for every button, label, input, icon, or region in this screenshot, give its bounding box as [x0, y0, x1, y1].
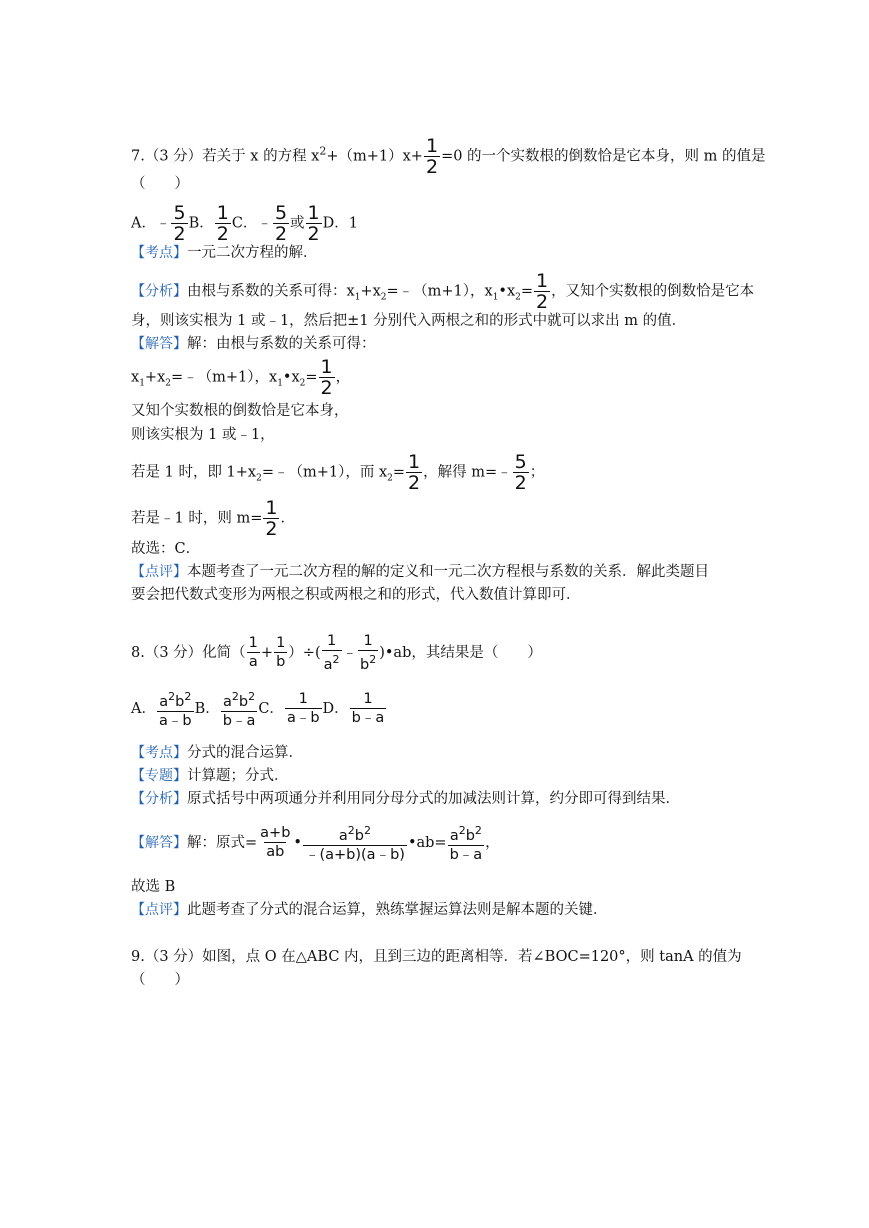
- q7-solution-line4: 若是 1 时，即 $1+x_2=﹣(m+1)$，而 $x_2=$ $\frac{1}{2}$ ，解得 m=﹣ $\frac{5}{2}$ ；: [131, 451, 545, 494]
- q7-option-b: B．: [188, 215, 214, 232]
- q8-zhuanti: 【专题】计算题；分式．: [131, 768, 289, 784]
- q7-jieda: 【解答】解：由根与系数的关系可得：: [131, 336, 376, 352]
- fraction-five-halves: $\frac{5}{2}$: [514, 451, 527, 494]
- dianping-tag: 【点评】: [131, 564, 187, 580]
- q7-option-d: D．1: [322, 215, 358, 232]
- q7-choice: 故选：C．: [131, 541, 201, 557]
- q7-solution-line2: 又知个实数根的倒数恰是它本身，: [131, 403, 349, 419]
- fraction-one-over-a: $\frac{1}{a}$: [248, 635, 258, 671]
- q7-options: A．﹣ $\frac{5}{2}$ B． $\frac{1}{2}$ C．﹣ $\frac{5}{2}$ 或 $\frac{1}{2}$ D．1: [131, 202, 358, 245]
- kaodian-tag: 【考点】: [131, 745, 187, 761]
- q8-options: [131, 688, 387, 730]
- fraction-one-half: $\frac{1}{2}$: [425, 135, 439, 178]
- q7-dianping-line2: 要会把代数式变形为两根之积或两根之和的形式，代入数值计算即可．: [131, 587, 581, 603]
- fraction-one-over-b: $\frac{1}{b}$: [276, 635, 286, 671]
- fraction-one-half: $\frac{1}{2}$: [320, 356, 333, 399]
- q8-option-d: D．: [322, 700, 349, 717]
- fraction-one-half: $\frac{1}{2}$: [307, 202, 320, 245]
- kaodian-tag: 【考点】: [131, 245, 187, 261]
- q7-paren: （ ）: [131, 176, 189, 192]
- q9-stem: 9.（3 分）如图，点 O 在△ABC 内，且到三边的距离相等．若∠BOC=120°，则 tanA 的值为: [131, 949, 742, 965]
- fraction-one-half: $\frac{1}{2}$: [216, 202, 229, 245]
- q7-fenxi: 【分析】由根与系数的关系可得：$x_1+x_2=﹣(m+1)$，$x_1•x_2=$ $\frac{1}{2}$ ，又知个实数根的倒数恰是它本: [131, 270, 755, 313]
- fraction-five-halves: $\frac{5}{2}$: [274, 202, 288, 245]
- q8-jieda: 【解答】解：原式= $\frac{a+b}{ab}$ • $\frac{a^2b^2}{﹣(a+b)(a﹣b)}$ •ab= $\frac{a^2b^2}{b﹣a}$ ，: [131, 824, 500, 863]
- q8-dianping: 【点评】此题考查了分式的混合运算，熟练掌握运算法则是解本题的关键．: [131, 902, 608, 918]
- dianping-tag: 【点评】: [131, 902, 187, 918]
- fraction-one-half: $\frac{1}{2}$: [265, 497, 278, 540]
- fraction-one-over-a-minus-b: $\frac{1}{a﹣b}$: [286, 691, 320, 727]
- q7-option-c: C．﹣: [231, 215, 272, 232]
- q8-fenxi: 【分析】原式括号中两项通分并利用同分母分式的加减法则计算，约分即可得到结果．: [131, 791, 680, 807]
- fraction-a2b2-over-a-minus-b: $\frac{a^2b^2}{a﹣b}$: [158, 690, 192, 729]
- fraction-one-half: $\frac{1}{2}$: [536, 270, 549, 313]
- q7-solution-line5: 若是﹣1 时，则 m= $\frac{1}{2}$ ．: [131, 497, 295, 540]
- fraction-one-over-b-minus-a: $\frac{1}{b﹣a}$: [351, 691, 385, 727]
- q7-stem: 7.（3 分）若关于 x 的方程 $x^2+(m+1)x+$ $\frac{1}{2}$ =0 的一个实数根的倒数恰是它本身，则 m 的值是: [131, 135, 766, 178]
- jieda-tag: 【解答】: [131, 336, 187, 352]
- q7-option-a: A．﹣: [131, 215, 171, 232]
- fraction-one-half: $\frac{1}{2}$: [408, 451, 421, 494]
- q8-stem: 8.（3 分）化简（ $\frac{1}{a}$ + $\frac{1}{b}$ ）÷( $\frac{1}{a^2}$ ﹣ $\frac{1}{b^2}$ )•ab，其结果是（ ）: [131, 633, 542, 673]
- fraction-a2b2-over-b-minus-a: $\frac{a^2b^2}{b﹣a}$: [222, 690, 256, 729]
- fraction-one-over-a-squared: $\frac{1}{a^2}$: [323, 633, 340, 673]
- q7-solution-line3: 则该实根为 1 或﹣1，: [131, 427, 275, 443]
- q7-kaodian: 【考点】一元二次方程的解．: [131, 245, 318, 261]
- zhuanti-tag: 【专题】: [131, 768, 187, 784]
- q8-choice: 故选 B: [131, 879, 176, 895]
- fraction-a2b2-over-product: $\frac{a^2b^2}{﹣(a+b)(a﹣b)}$: [304, 824, 405, 863]
- q7-solution-line1: $x_1+x_2=﹣(m+1)$，$x_1•x_2=$ $\frac{1}{2}$ ，: [131, 356, 351, 399]
- q8-option-c: C．: [258, 700, 284, 717]
- fenxi-tag: 【分析】: [131, 791, 187, 807]
- fraction-five-halves: $\frac{5}{2}$: [173, 202, 186, 245]
- fenxi-tag: 【分析】: [131, 283, 187, 300]
- q8-option-b: B．: [194, 700, 220, 717]
- q7-dianping: 【点评】本题考查了一元二次方程的解的定义和一元二次方程根与系数的关系．解此类题目: [131, 564, 709, 580]
- fraction-a-plus-b-over-ab: $\frac{a+b}{ab}$: [260, 825, 291, 861]
- q8-kaodian: 【考点】分式的混合运算．: [131, 745, 303, 761]
- jieda-tag: 【解答】: [131, 834, 187, 851]
- q7-fenxi-line2: 身，则该实根为 1 或﹣1，然后把±1 分别代入两根之和的形式中就可以求出 m 的值．: [131, 313, 687, 329]
- fraction-a2b2-over-b-minus-a: $\frac{a^2b^2}{b﹣a}$: [449, 824, 483, 863]
- fraction-one-over-b-squared: $\frac{1}{b^2}$: [360, 633, 377, 673]
- q8-option-a: A．: [131, 700, 156, 717]
- q9-paren: （ ）: [131, 972, 189, 988]
